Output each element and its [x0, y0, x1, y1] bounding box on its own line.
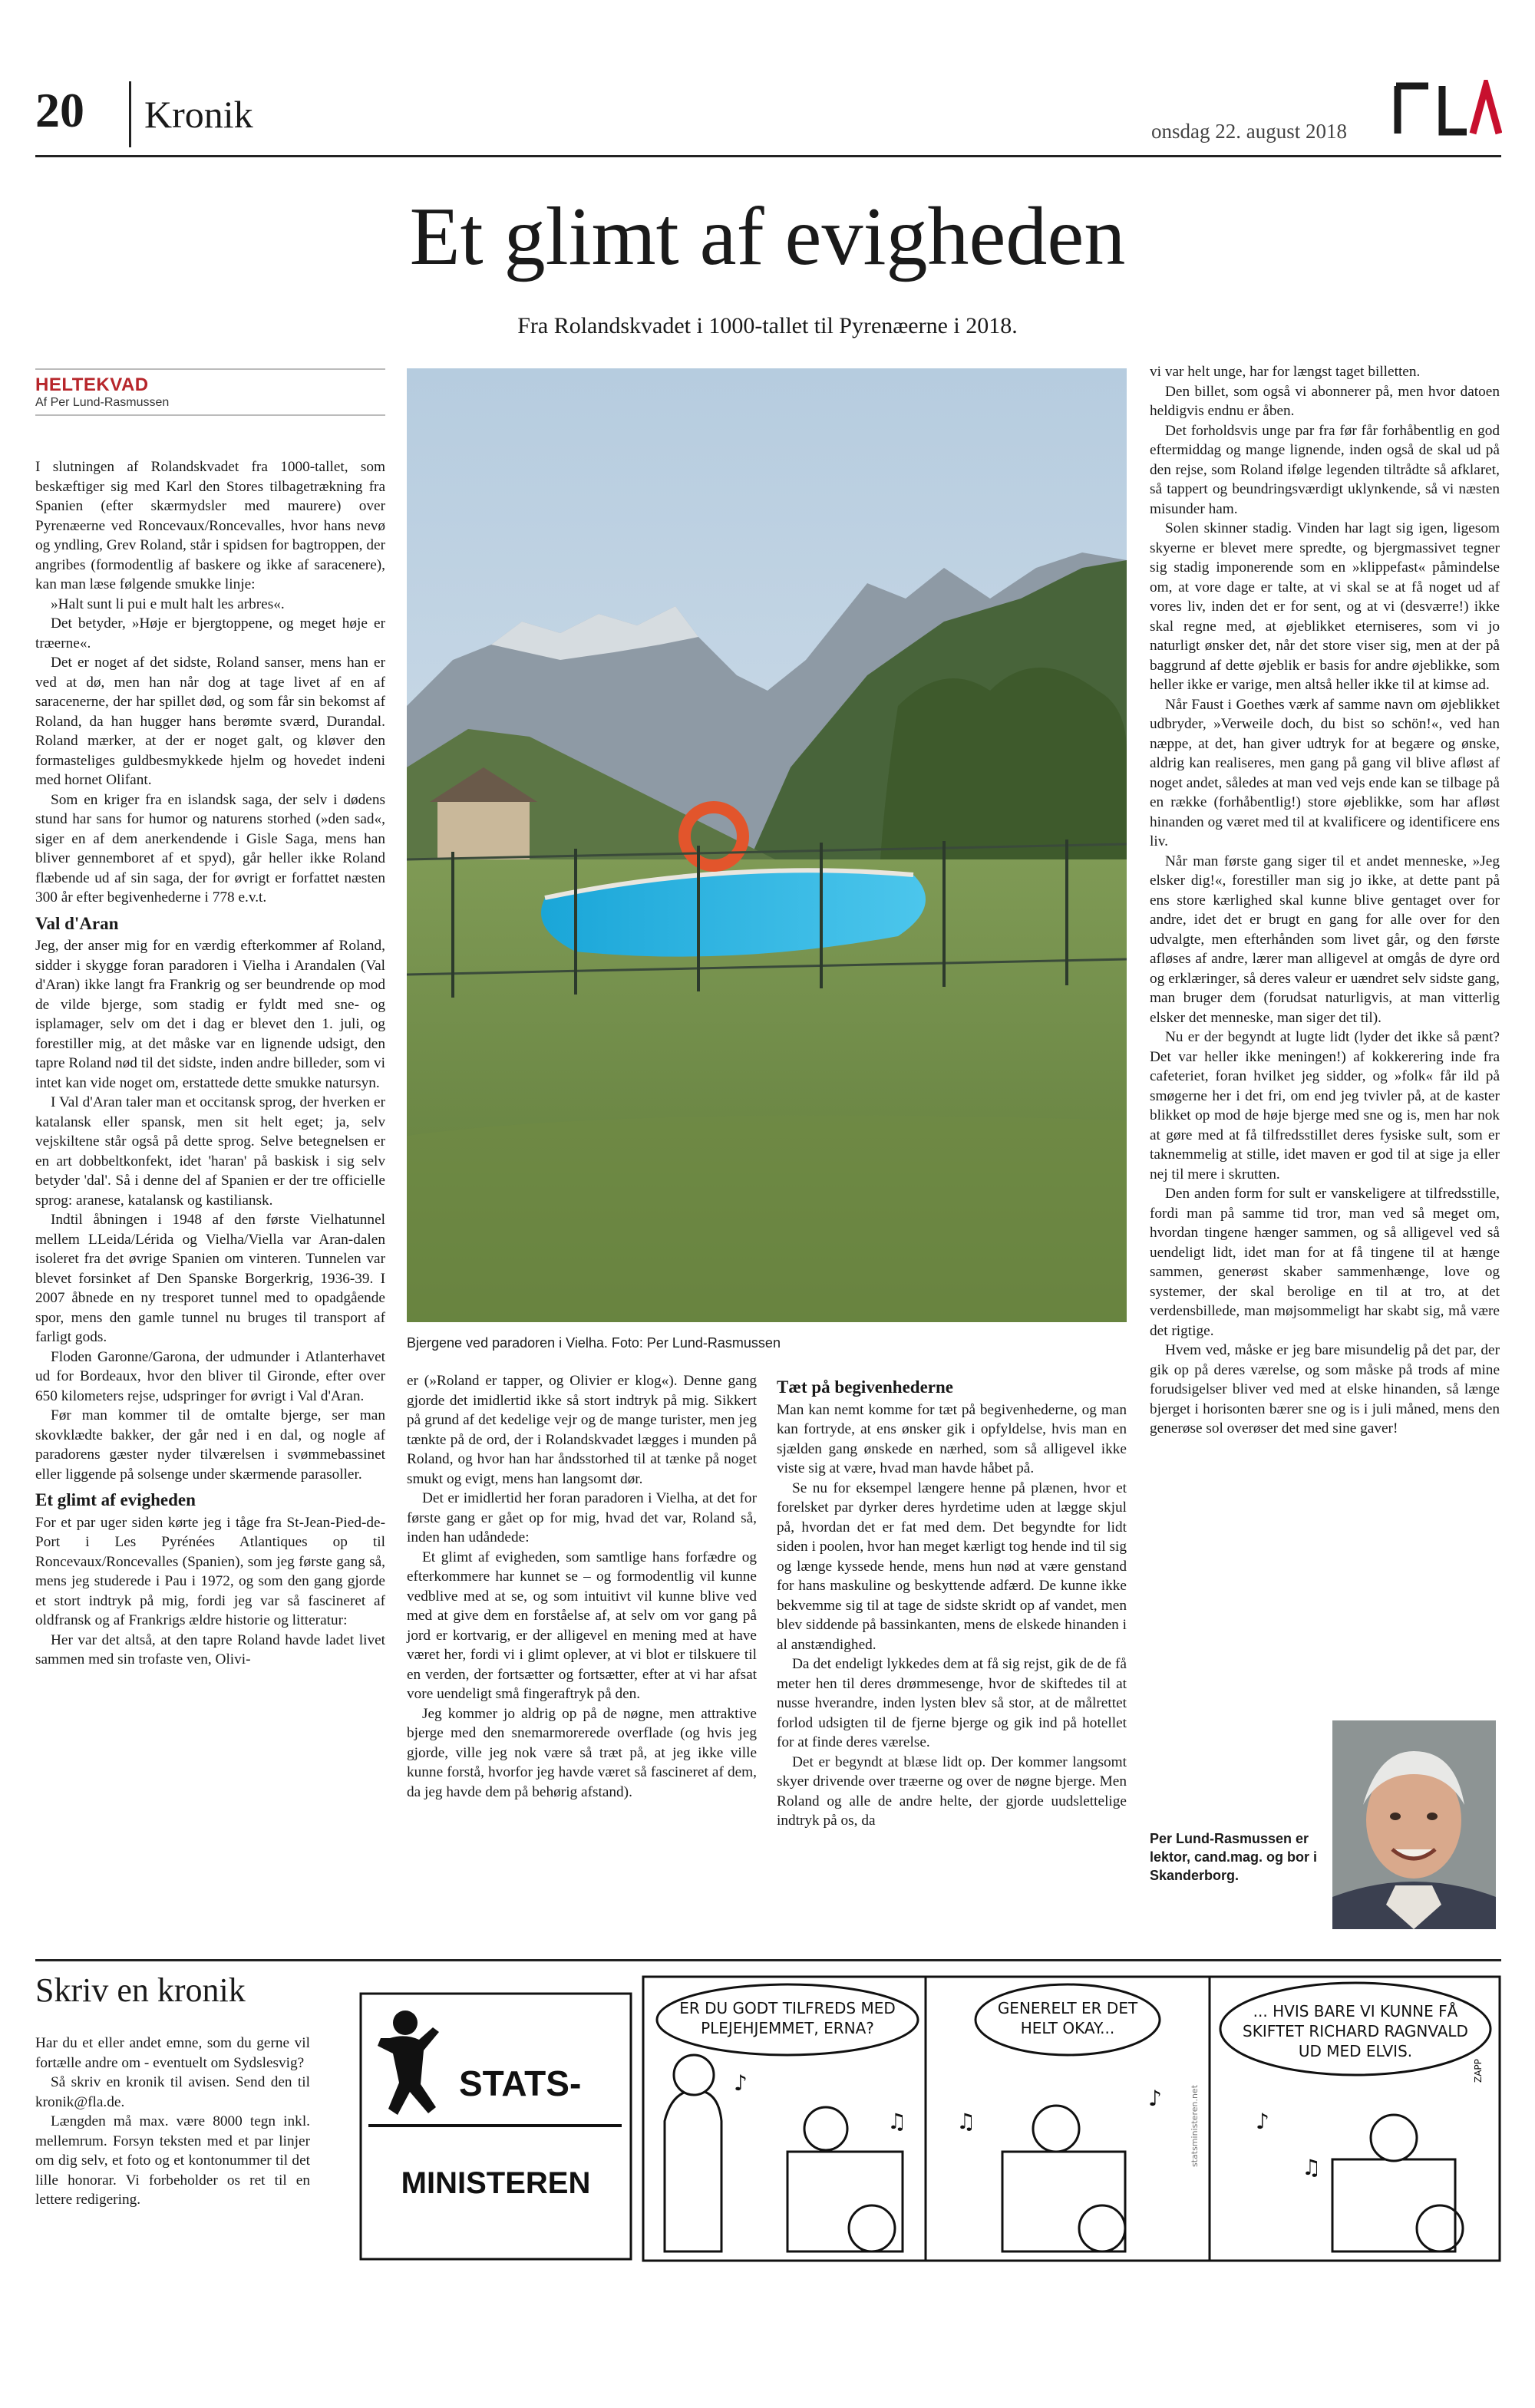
- svg-text:♪: ♪: [734, 2070, 748, 2096]
- paragraph: Den billet, som også vi abonnerer på, men hvor datoen heldigvis endnu er åben.: [1150, 383, 1500, 419]
- article-title: Et glimt af evigheden: [409, 191, 1126, 282]
- paragraph: Den anden form for sult er vanskeligere at tilfredsstille, fordi man på samme tid tror, man ved så meget om, hvordan tingene hænger sammen, og så alligevel ved så uendeligt lidt, idet man for at få tingene til at hænge sammen, generøst skaber sammenhænge, love og systemer, der skal berolige en til at tro, at det verdensbillede, man møjsommeligt har skabt sig, må være det rigtige.: [1150, 1186, 1500, 1339]
- paragraph: Det betyder, »Høje er bjergtoppene, og meget høje er træerne«.: [35, 615, 385, 651]
- bubble-2-line-2: HELT OKAY...: [1020, 2019, 1115, 2037]
- promo-paragraph: Længden må max. være 8000 tegn inkl. mellemrum. Forsyn teksten med et par linjer om dig selv, et foto og et kontonummer til det lille honorar. Vi forbeholder os ret til en lettere redigering.: [35, 2113, 310, 2208]
- subheading: Tæt på begivenhederne: [777, 1377, 953, 1397]
- svg-text:♪: ♪: [1256, 2109, 1269, 2134]
- comic-side-credit: statsministeren.net: [1190, 2084, 1200, 2167]
- paragraph: I Val d'Aran taler man et occitansk sprog, der hverken er katalansk eller spansk, men sit helt eget; ja, selv vejskiltene står også på dette sprog. Selve betegnelsen er en art dobbeltkonfekt, idet 'haran' på baskisk i sig selv betyder 'dal'. Så i denne del af Spanien er der tre officielle sprog: aranese, katalansk og kastiliansk.: [35, 1094, 385, 1209]
- paragraph: Når Faust i Goethes værk af samme navn om øjeblikket udbryder, »Verweile doch, du bist so schön!«, ved han næppe, at det, han giver udtryk for at begære og ønske, aldrig kan realiseres, men gang på gang vil blive afløst af noget andet, således at man ved vejs ende kan se tilbage på en række (forhåbentlig!) store øjeblikke, som har afløst hinanden og været med til at kvalificere og identificere ens liv.: [1150, 696, 1500, 849]
- paragraph: vi var helt unge, har for længst taget billetten.: [1150, 364, 1421, 380]
- subheading: Et glimt af evigheden: [35, 1490, 196, 1509]
- bottom-rule: [35, 1959, 1501, 1961]
- paragraph: Hvem ved, måske er jeg bare misundelig på det par, der gik op på deres værelse, og som måske på trods af mine forudsigelser bliver ved med at elske hinanden, så længe bjerget i horisonten bærer sne og is i juli måned, mens den generøse sol overøser det med sine gaver!: [1150, 1342, 1500, 1437]
- paragraph: Se nu for eksempel længere henne på plænen, hvor et forelsket par dyrker deres hyrdetime uden at lægge skjul på, hvordan det er fat med dem. Det begyndte for lidt siden i poolen, hvor han meget kærligt tog hende ind til sig og længe kyssede hende, mens hun nød at være genstand for hans maskuline og beskyttende adfærd. De kunne ikke bekvemme sig til at tage de sidste skridt op af vandet, men blev siddende på bassinkanten, mens de elskede hinanden i al anstændighed.: [777, 1479, 1127, 1653]
- paragraph: Et glimt af evigheden, som samtlige hans forfædre og efterkommere har kunnet se – og formodentlig vil kunne vedblive med at se, og som intuitivt vil kunne blive ved med at give dem en forståelse af, at selv om vor gang på jord er kortvarig, er der alligevel en mening med at have været her, fordi vi i glimt oplever, at vi blot er tilskuere til en verden, der fortsætter og fortsætter, efter at vi har afsat vore uendeligt små fingeraftryk på den.: [407, 1549, 757, 1702]
- bubble-1-line-2: PLEJEHJEMMET, ERNA?: [701, 2019, 874, 2037]
- bubble-2-line-1: GENERELT ER DET: [997, 1999, 1138, 2017]
- photo-caption: Bjergene ved paradoren i Vielha. Foto: Per Lund-Rasmussen: [407, 1335, 781, 1351]
- comic-sign: ZAPP: [1473, 2059, 1484, 2083]
- promo-paragraph: Har du et eller andet emne, som du gerne vil fortælle andre om - eventuelt om Sydslesvig?: [35, 2035, 310, 2071]
- paragraph: »Halt sunt li pui e mult halt les arbres«.: [51, 595, 285, 612]
- header-rule: [35, 155, 1501, 157]
- svg-text:♫: ♫: [956, 2109, 976, 2134]
- comic-title-box: [359, 1992, 632, 2261]
- article-meta: [35, 368, 385, 416]
- paragraph: Før man kommer til de omtalte bjerge, ser man skovklædte bakker, der går ned i en dal, og nogle af paradorens gæster nyder tilværelsen i svømmebassinet eller liggende på solsenge under skærmende parasoller.: [35, 1407, 385, 1483]
- author-photo: [1332, 1720, 1496, 1929]
- paragraph: Da det endeligt lykkedes dem at få sig rejst, gik de de få meter hen til deres drømmesenge, hvor de skiftedes til at nusse hverandre, inden lysten blev så stor, at de målrettet forlod udsigten til de fjerne bjerge og gik ind på hotellet for at finde deres værelse.: [777, 1656, 1127, 1750]
- issue-date: onsdag 22. august 2018: [1151, 120, 1347, 143]
- paragraph: Når man første gang siger til et andet menneske, »Jeg elsker dig!«, forestiller man sig jo ikke, at dette pant på ens store kærlighed skal kunne blive gentaget over for andre, idet det er brugt en gang for alle over for den udvalgte, men efterhånden som livet går, og den første afløses af andre, lærer man alligevel at omgås de dyre ord og erklæringer, så deres valeur er uændret selv sidste gang, man bruger dem (forudsat naturligvis, at man vitterlig elsker det menneske, man siger det til).: [1150, 853, 1500, 1026]
- paragraph: For et par uger siden kørte jeg i tåge fra St-Jean-Pied-de-Port i Les Pyrénées Atlantiques op til Roncevaux/Roncevalles (Spanien), som jeg første gang så, mens jeg studerede i Pau i 1972, og som den gang gjorde et stort indtryk på mig, fordi jeg var så fascineret af oldfransk og af Frankrigs ældre historie og litteratur:: [35, 1514, 385, 1628]
- paragraph: Det forholdsvis unge par fra før får forhåbentlig en god eftermiddag og mange lignende, inden også de skal ud på den rejse, som Roland ifølge legenden tiltrådte så afklaret, så tappert og beundringsværdigt uklynkende, så vi næsten misunder ham.: [1150, 422, 1500, 517]
- paragraph: Jeg kommer jo aldrig op på de nøgne, men attraktive bjerge med den snemarmorerede overflade (og hvis jeg gjorde, ville jeg nok være så træt på, at jeg ikke ville kunne forstå, hvorfor jeg havde været så fascineret af dem, da jeg havde dem på behørig afstand).: [407, 1705, 757, 1800]
- svg-text:♫: ♫: [887, 2109, 907, 2134]
- paragraph: er (»Roland er tapper, og Olivier er klog«). Denne gang gjorde det imidlertid ikke så stort indtryk på mig. Sikkert på grund af det kedelige vejr og de mange turister, men jeg tænkte på de ord, der i Rolandskvadet lægges i munden på Roland, og hvor han har åndsstorhed til at tænke på noget smukt og evigt, mens han langsomt dør.: [407, 1373, 757, 1487]
- comic-strip: [642, 1975, 1501, 2262]
- article-column-2: [407, 1371, 757, 1802]
- fla-logo: [1393, 80, 1502, 137]
- bubble-3-line-3: UD MED ELVIS.: [1298, 2042, 1413, 2060]
- paragraph: Her var det altså, at den tapre Roland havde ladet livet sammen med sin trofaste ven, Olivi-: [35, 1631, 385, 1667]
- article-column-3: [777, 1371, 1127, 1831]
- byline: Af Per Lund-Rasmussen: [35, 396, 170, 409]
- paragraph: Det er noget af det sidste, Roland sanser, mens han er ved at dø, men han når dog at tage livet af en af saracenerne, der har spillet død, og som får sin bekomst af Roland, da han hugger hans berømte sværd, Durandal. Roland mærker, at der er noget galt, og kløver den formasteliges guldbesmykkede hjelm og hovedet indeni med hornet Olifant.: [35, 655, 385, 788]
- bubble-3-line-1: ... HVIS BARE VI KUNNE FÅ: [1253, 2002, 1458, 2020]
- promo-text: [35, 2034, 310, 2210]
- page-number: 20: [35, 83, 84, 137]
- promo-paragraph: Så skriv en kronik til avisen. Send den til kronik@fla.de.: [35, 2074, 310, 2110]
- subheading: Val d'Aran: [35, 913, 119, 933]
- kicker: HELTEKVAD: [35, 374, 149, 395]
- article-photo: [407, 368, 1127, 1322]
- comic-title-line2: MINISTEREN: [401, 2166, 591, 2200]
- article-column-4: [1150, 362, 1500, 1439]
- svg-text:♫: ♫: [1302, 2155, 1322, 2180]
- bubble-1-line-1: ER DU GODT TILFREDS MED: [679, 1999, 896, 2017]
- paragraph: Som en kriger fra en islandsk saga, der selv i dødens stund har sans for humor og naturens storhed (»den sad«, siger en af dem anerkendende i Gisle Saga, mens han bliver gennemboret af et spyd), går heller ikke Roland flæbende ud af sin saga, der for øvrigt er forfattet næsten 300 år efter begivenhederne i 778 e.v.t.: [35, 791, 385, 905]
- header-divider: [129, 81, 131, 147]
- comic-title-line1: STATS-: [459, 2063, 582, 2103]
- paragraph: Det er imidlertid her foran paradoren i Vielha, at det for første gang er gået op for mig, hvad det var, Roland så, inden han udåndede:: [407, 1490, 757, 1545]
- article-column-1: [35, 457, 385, 1670]
- promo-title: Skriv en kronik: [35, 1971, 246, 2009]
- paragraph: Solen skinner stadig. Vinden har lagt sig igen, ligesom skyerne er blevet mere spredte, og bjergmassivet tegner sig stadig imponerende som en »klippefast« påmindelse om, at vore dage er talte, at vi skal se at få noget ud af vores liv, inden det er for sent, og at vi (desværre!) ikke skal regne med, at øjeblikket eterniseres, som vi jo naturligt ønsker det, når det store viser sig, men at der på baggrund af dette øjeblik er basis for andre øjeblikke, som heller ikke er varige, men altså heller ikke til at kimse ad.: [1150, 520, 1500, 693]
- svg-text:♪: ♪: [1148, 2086, 1162, 2111]
- paragraph: Det er begyndt at blæse lidt op. Der kommer langsomt skyer drivende over træerne og over de nøgne bjerge. Men Roland og alle de andre helte, der gjorde uudslettelige indtryk på os, da: [777, 1753, 1127, 1829]
- section-name: Kronik: [144, 93, 253, 136]
- author-caption: Per Lund-Rasmussen er lektor, cand.mag. og bor i Skanderborg.: [1150, 1831, 1318, 1883]
- paragraph: Floden Garonne/Garona, der udmunder i Atlanterhavet ud for Bordeaux, hvor den bliver til Gironde, efter over 650 kilometers rejse, udspringer for øvrigt i Val d'Aran.: [35, 1348, 385, 1404]
- paragraph: Nu er der begyndt at lugte lidt (lyder det ikke så pænt? Det var heller ikke meningen!) af kokkerering inde fra cafeteriet, foran hvilket jeg sidder, og »folk« får ild på smøgerne her i det fri, om end jeg tvivler på, at de kaster blikket op mod de høje bjerge med sne og is, men har nok at gøre med at få tilfredsstillet deres fysiske sult, som er taknemmelig at stille, idet maven er god til at sige ja eller nej til mere i skrutten.: [1150, 1029, 1500, 1183]
- paragraph: Man kan nemt komme for tæt på begivenhederne, og man kan fortryde, at ens ønsker gik i opfyldelse, hvis man en sjælden gang ønskede en nærhed, som så alligevel ikke viste sig at være, hvad man havde håbet på.: [777, 1401, 1127, 1476]
- article-subtitle: Fra Rolandskvadet i 1000-tallet til Pyrenæerne i 2018.: [517, 313, 1018, 338]
- paragraph: I slutningen af Rolandskvadet fra 1000-tallet, som beskæftiger sig med Karl den Stores tilbagetrækning fra Spanien (efter skærmydsler med maurere) over Pyrenæerne ved Roncevaux/Roncevalles, hvor hans nevø og yndling, Grev Roland, står i spidsen for bagtroppen, der angribes (formodentlig af baskere og ikke af saracenere), kan man læse følgende smukke linje:: [35, 459, 385, 592]
- paragraph: Indtil åbningen i 1948 af den første Vielhatunnel mellem LLeida/Lérida og Vielha/Viella var Aran-dalen isoleret fra det øvrige Spanien om vinteren. Tunnelen var blevet forsinket af Den Spanske Borgerkrig, 1936-39. I 2007 åbnede en ny tresporet tunnel med to opadgående spor, mens den gamle tunnel nu bruges til transport af farligt gods.: [35, 1212, 385, 1345]
- paragraph: Jeg, der anser mig for en værdig efterkommer af Roland, sidder i skygge foran paradoren i Vielha i Arandalen (Val d'Aran) ikke langt fra Frankrig og ser beundrende op mod de vilde bjerge, som stadig er fyldt med sne- og isplamager, selv om det i dag er blevet den 1. juli, og forestiller mig, at det måske var en lignende udsigt, den tapre Roland nød til det sidste, inden andre billeder, som vi intet kan vide noget om, erstattede dette smukke natursyn.: [35, 938, 385, 1091]
- bubble-3-line-2: SKIFTET RICHARD RAGNVALD: [1243, 2022, 1468, 2040]
